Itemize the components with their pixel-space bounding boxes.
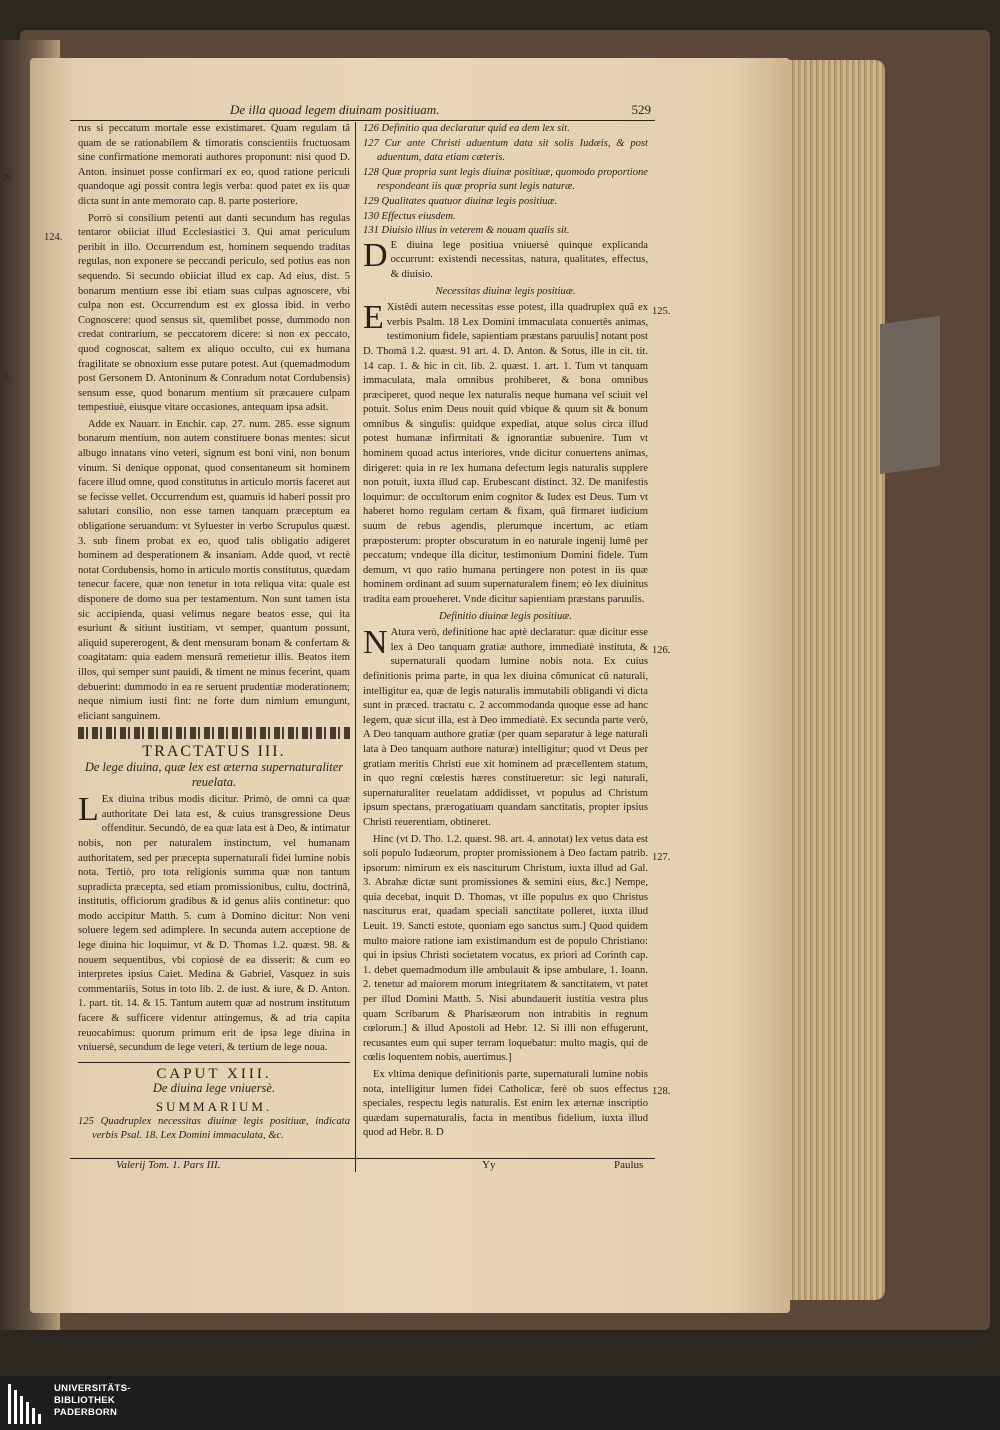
footer-catchword: Paulus bbox=[614, 1159, 644, 1171]
summary-item: 127 Cur ante Christi aduentum data sit solis Iudæis, & post aduentum, data etiam cæteris. bbox=[363, 137, 648, 164]
left-column bbox=[78, 122, 350, 1144]
margin-number: 125. bbox=[652, 306, 671, 317]
running-header bbox=[70, 100, 655, 121]
summary-item: 128 Quæ propria sunt legis diuinæ positiuæ, quomodo proportione respondeant iis quæ propria sunt legis naturæ. bbox=[363, 166, 648, 193]
bookmark-tab bbox=[880, 316, 940, 474]
drop-cap: L bbox=[78, 791, 99, 829]
margin-number: 127. bbox=[652, 852, 671, 863]
caput-box bbox=[78, 1062, 350, 1144]
summary-item: 130 Effectus eiusdem. bbox=[363, 210, 456, 222]
tractatus-intro bbox=[78, 793, 350, 1056]
drop-cap: D bbox=[363, 236, 388, 274]
section-heading: Necessitas diuinæ legis positiuæ. bbox=[435, 285, 576, 297]
paragraph: Hinc (vt D. Tho. 1.2. quæst. 98. art. 4. annotat) lex vetus data est soli populo Iudæorum, propter promissionem à Deo factam patrib. ipsorum: nimirum ex eis nasciturum Christum, iuxta illud ad Gal. 3. Abrahæ dictæ sunt promissiones & semini eius, &c.] Nempe, quia decebat, inquit D. Thomas, vt ille populus ex quo Christus nasciturus erat, quadam speciali sanctitate polleret, iuxta illud Leuit. 19. Sancti estote, quoniam ego sanctus sum.] Quod quidem multo maiore ratione iam existimandum est de populo Christiano: qui in ipsius Christi societatem vocatus, ex priori ad Corinth cap. 1. debet quemadmodum ille ambulauit & ipse ambulare, 1. Ioann. 2. tenetur ad maiorem morum integritatem & sanctitatem, vt patet per illud Domini Matth. 5. Nisi abundauerit iustitia vestra plus quam Scribarum & Pharisæorum non intrabitis in regnum cœlorum.] & illud Apostoli ad Hebr. 12. Si illi non effugerunt, recusantes eum qui super terram loquebatur: multo magis, qui de cœlis loquentem nobis, auertimus.] bbox=[363, 833, 648, 1064]
caput-subtitle: De diuina lege vniuersè. bbox=[152, 1081, 276, 1096]
margin-number: 124. bbox=[44, 232, 63, 243]
tractatus-subtitle: De lege diuina, quæ lex est æterna supernaturaliter reuelata. bbox=[84, 759, 344, 789]
library-line: BIBLIOTHEK bbox=[54, 1395, 116, 1406]
summary-item: 126 Definitio qua declaratur quid ea dem lex sit. bbox=[363, 123, 570, 134]
library-bar bbox=[0, 1376, 1000, 1430]
definitio-paragraph: N Atura verò, definitione hac aptè declaratur: quæ dicitur esse lex à Deo tanquam gratiæ authore, immediatè instituta, & supernaturali quodam lumine nobis nota. Ex cuius definitionis prima parte, in qua lex diuina cõmunicat cũ naturali, intelligitur ea, quæ de legis naturalis immutabili obligandi vi dicta sunt in præced. tractatu c. 2 accommodanda quoque esse ad hanc legem, quæ sicut illa, est à Deo immediatè. Ex secunda parte verò, A Deo tanquam authore gratiæ (per quam separatur à lege naturali lata à Deo tanquam authore naturæ) intelligitur; quod vt Deus per gratiam meritis Christi eue xit hominem ad præcellentem statum, in quo regni cœlestis hæres constitueretur: sic legi naturali, supernaturaliter reuelatam addidisset, vt populus ad Christum ipsum spectans, prærogatiuam quandam sanctitatis, propter ipsius Christi reuerentiam, obtineret. bbox=[363, 624, 648, 828]
right-column bbox=[363, 122, 648, 1143]
library-name bbox=[54, 1383, 131, 1419]
necessitas-paragraph: E Xistêdi autem necessitas esse potest, illa quadruplex quã ex verbis Psalm. 18 Lex Domini immaculata conuertês animas, testimonium fidele, sapientiam præstans paruulis] notant post D. Thomã 1.2. quæst. 91 art. 4. D. Anton. & Sotus, ille in cit. tit. 14 cap. 1. & hic in cit. lib. 2. quæst. 1. art. 1. Tum vt tanquam immaculata, mala omnibus prohiberet, & bona omnibus præciperet, quod neque lex naturalis neque humana vel sciuit vel potuit. Solus enim Deus nouit quid vbique & quum sit & bonum omnibus & singulis: quidque expediat, atque solus circa illud potest humanæ infirmitati & ignorantiæ subuenire. Tum vt hominem quoad actus interiores, vnde dicitur conuertens animas, dirigeret: quia in re lex humana defectum legis naturalis supplere non potuit, iuxta illud cap. Erubescant distinct. 32. De manifestis loquimur: de occultorum enim cognitor & Iudex est Deus. Tum vt haberet homo regulam certam & fixam, quã firmaret iudicium suum de rebus agendis, plerumque incertum, ac etiam præposterum: propter obscuratum in eo naturale ingenij lumê per peccatum; vndeque illa dicitur, testimonium Domini fidele. Tum demum, vt quo ratio humana pertingere non potest in iis quæ hominem ordinant ad suum supernaturalem finem; eò lex diuinitus tradita eam proueheret. Vnde dicitur sapientiam præstans paruulis. bbox=[363, 299, 648, 605]
drop-cap: N bbox=[363, 624, 388, 662]
intro-paragraph: D E diuina lege positiua vniuersè quinque explicanda occurrunt: existendi necessitas, natura, qualitates, effectus, & diuisio. bbox=[363, 236, 648, 280]
footer-gathering: Yy bbox=[482, 1159, 496, 1171]
margin-number: 26. bbox=[2, 172, 14, 182]
tractatus-text: Ex diuina tribus modis dicitur. Primò, de omni ca quæ authoritate Dei lata est, & cuius transgressione Deus offenditur. Secundò, de ea quæ lata est à Deo, & intimatur nobis, non per naturalem instinctum, vel humanam authoritatem, sed per præcepta supernaturali fidei lumine nobis nota. Tertiò, pro tota religionis summa quæ non tantum supradicta præcepta, sed etiam promissionibus, cultu, doctrinâ, institutis, officiorum gradibus & id genus aliis continetur: quo modo accipitur Matth. 5. cum à Domino dicitur: Non veni soluere legem sed adimplere. In secunda autem acceptione de lege diuina hic loquimur, vt & D. Thomas 1.2. quæst. 98. & nouem sequentibus, vbi copiosè de ea disserit: & cum eo interpretes ipsius Caiet. Medina & Gabriel, Vasquez in suis commentariis, Sotus in toto lib. 2. de iust. & iure, & D. Anton. 1. part. tit. 14. & 15. Tantum autem quæ ad nostrum institutum facere & sufficere videntur attingemus, & ad tria capita reuocabimus: quorum primum erit de ipsa lege diuina in vniuersè, secundum de lege veteri, & tertium de lege noua. bbox=[78, 794, 350, 1054]
margin-number: 1. bbox=[4, 370, 11, 380]
summary-item: 125 Quadruplex necessitas diuinæ legis positiuæ, indicata verbis Psal. 18. Lex Domini immaculata, &c. bbox=[78, 1115, 350, 1142]
paragraph: Porrò si consilium petenti aut danti secundum has regulas tentaror obiiciat illud Ecclesiastici 3. Qui amat periculum peribit in illo. Occurrendum est, hominem sequendo traditas regulas, non exponere se peccandi periculo, sed potius eas non sequendo. Si secundo obiiciat illud ex cap. Ad eius, dist. 5 bonarum mentium esse ibi etiam suas culpas agnoscere, vbi culpa non est. Occurrendum est ex glossa ibid. in verbo Cognoscere: quod sensus sit, quemlibet posse, dummodo non credat contrarium, se peccatorem dicere: si non ex peccato, quod cognoscat, saltem ex aliquo occulto, cui ex humana fragilitate se obnoxium esse putare potest. Aut (quemadmodum post Gersonem D. Antoninum & Conradum notat Cordubensis) sensum esse, quod bonarum mentium sit præcauere culpam tempestiuè, eiusque vitare occasiones, antequam ipsa adsit. bbox=[78, 212, 350, 414]
drop-cap: E bbox=[363, 299, 384, 337]
margin-number: 128. bbox=[652, 1086, 671, 1097]
tractatus-title: TRACTATUS III. bbox=[142, 743, 286, 761]
library-line: UNIVERSITÄTS- bbox=[54, 1383, 131, 1394]
caput-title: CAPUT XIII. bbox=[156, 1065, 272, 1082]
ornament-band bbox=[78, 727, 350, 739]
summary-item: 129 Qualitates quatuor diuinæ legis positiuæ. bbox=[363, 195, 558, 207]
paragraph: Ex vltima denique definitionis parte, supernaturali lumine nobis nota, intelligitur lumen fidei Catholicæ, ferè ob suos effectus speciales, respectu legis naturalis. Est enim lex æternæ inscriptio quædam supernaturalis, facta in mentibus fidelium, iuxta illud quod ad Hebr. 8. D bbox=[363, 1069, 648, 1139]
page-number: 529 bbox=[631, 102, 651, 117]
summarium-title: SUMMARIUM. bbox=[155, 1099, 273, 1114]
section-heading: Definitio diuinæ legis positiuæ. bbox=[438, 610, 573, 622]
page-edges bbox=[775, 60, 885, 1300]
library-line: PADERBORN bbox=[54, 1407, 118, 1418]
paragraph: rus si peccatum mortale esse existimaret. Quam regulam tã quam de se rationabilem & timoratis conscientiis fructuosam sine confirmatione memorati authores proponunt: nisi quod D. Anton. insinuet posse confirmari ex eo, quod ratione periculi quandoque agi possit contra legis verba: quod patet ex iis quæ dicta sunt in ante memorato cap. 8. parte posteriore. bbox=[78, 123, 350, 207]
summary-item: 131 Diuisio illius in veterem & nouam qualis sit. bbox=[363, 225, 570, 237]
column-divider bbox=[355, 122, 356, 1172]
margin-number: 126. bbox=[652, 645, 671, 656]
library-logo-icon bbox=[8, 1384, 48, 1424]
paragraph: Adde ex Nauarr. in Enchir. cap. 27. num. 285. esse signum bonarum mentium, non autem constituere bonas mentes: sicut albugo innatans vino veteri, signum est boni vini, non bonum vinum. Si denique opponat, quod consentaneum sit hominem facere illud omne, quod constitutus in articulo mortis faceret aut se fecisse vellet. Occurrendum est, quamuis id haberi possit pro salutari consilio, non esse tamen tanquam præceptum ea obligatione seruandum: vt Syluester in verbo Scrupulus quæst. 3. sub finem probat ex eo, quod talis obligatio adigeret hominem ad desperationem & insaniam. Adde quod, vt rectè notat Cordubensis, homo in articulo mortis constitutus, quædam tenecur facere, quæ non tenetur in tota reliqua vita: quale est disponere de domo sua per testamentum. Non sunt tamen ista sic accipienda, quasi velimus negare beatos esse, qui ita esuriunt & sitiunt iustitiam, vt semper, quantum possunt, aliquid supererogent, & dent mensuram bonam & confertam & coagitatam: quia eadem mensurâ remetietur illis. Beatos item illos, qui semper sunt pauidi, & timent ne minus fecerint, quam debuerint: dummodo in ea re seruent prudentiæ moderationem; neque nimium iusti fint: ne forte dum nimium emungunt, eliciant sanguinem. bbox=[78, 418, 350, 722]
running-title: De illa quoad legem diuinam positiuam. bbox=[230, 102, 440, 117]
footer-signature: Valerij Tom. 1. Pars III. bbox=[116, 1159, 221, 1171]
